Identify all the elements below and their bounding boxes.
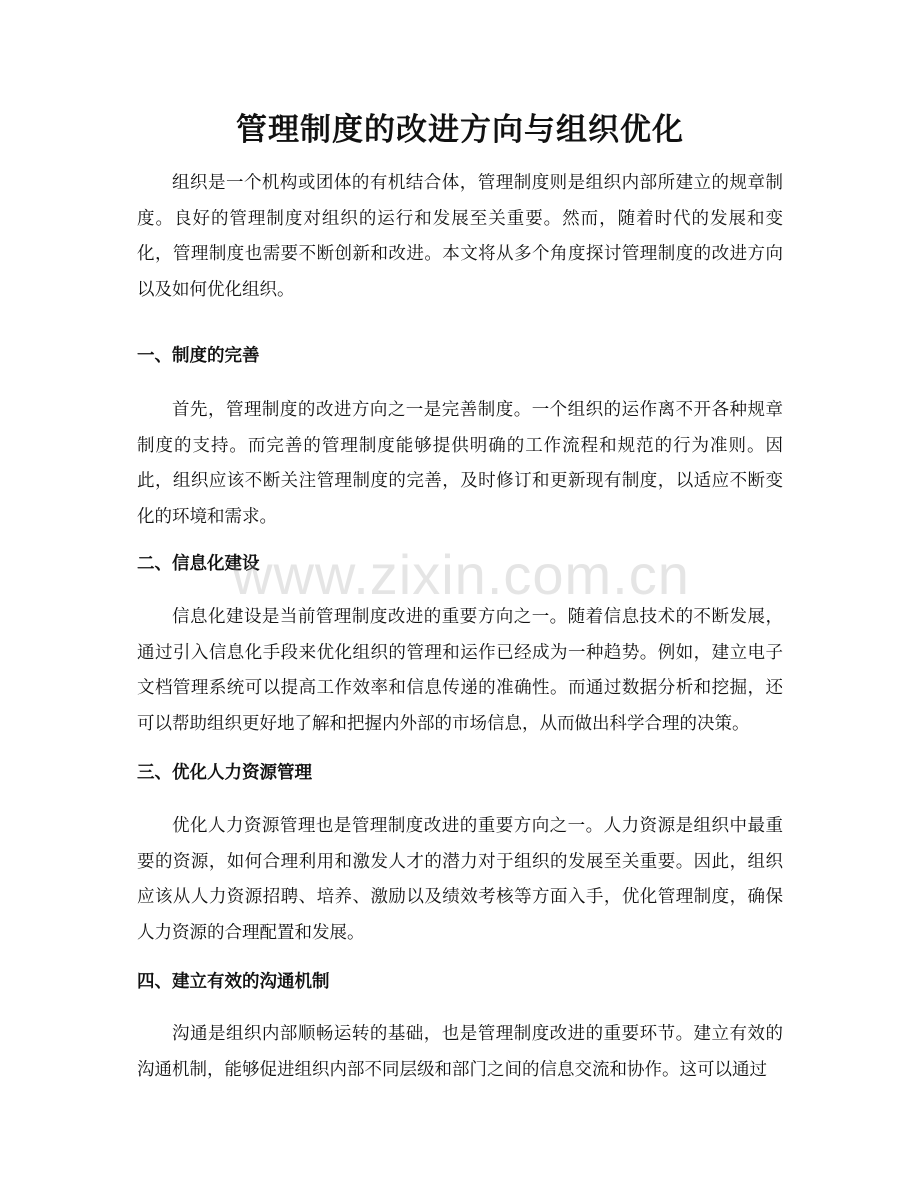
section-body-2: 信息化建设是当前管理制度改进的重要方向之一。随着信息技术的不断发展，通过引入信息化手段来优化组织的管理和运作已经成为一种趋势。例如，建立电子文档管理系统可以提高工作效率和信息传递的准确性。而通过数据分析和挖掘，还可以帮助组织更好地了解和把握内外部的市场信息，从而做出科学合理的决策。	[137, 607, 783, 734]
section-body-1: 首先，管理制度的改进方向之一是完善制度。一个组织的运作离不开各种规章制度的支持。而完善的管理制度能够提供明确的工作流程和规范的行为准则。因此，组织应该不断关注管理制度的完善，及时修订和更新现有制度，以适应不断变化的环境和需求。	[137, 400, 783, 527]
intro-paragraph: 组织是一个机构或团体的有机结合体，管理制度则是组织内部所建立的规章制度。良好的管理制度对组织的运行和发展至关重要。然而，随着时代的发展和变化，管理制度也需要不断创新和改进。本文将从多个角度探讨管理制度的改进方向以及如何优化组织。	[137, 173, 783, 300]
section-body-3: 优化人力资源管理也是管理制度改进的重要方向之一。人力资源是组织中最重要的资源，如何合理利用和激发人才的潜力对于组织的发展至关重要。因此，组织应该从人力资源招聘、培养、激励以及绩效考核等方面入手，优化管理制度，确保人力资源的合理配置和发展。	[137, 816, 783, 943]
section-heading-3: 三、优化人力资源管理	[137, 763, 312, 783]
watermark-text: www.zixin.com.cn	[232, 543, 690, 606]
document-title: 管理制度的改进方向与组织优化	[236, 112, 684, 148]
section-heading-1: 一、制度的完善	[137, 346, 260, 366]
section-heading-2: 二、信息化建设	[137, 554, 260, 574]
section-heading-4: 四、建立有效的沟通机制	[137, 972, 330, 992]
section-body-4: 沟通是组织内部顺畅运转的基础，也是管理制度改进的重要环节。建立有效的沟通机制，能够促进组织内部不同层级和部门之间的信息交流和协作。这可以通过	[137, 1024, 783, 1080]
